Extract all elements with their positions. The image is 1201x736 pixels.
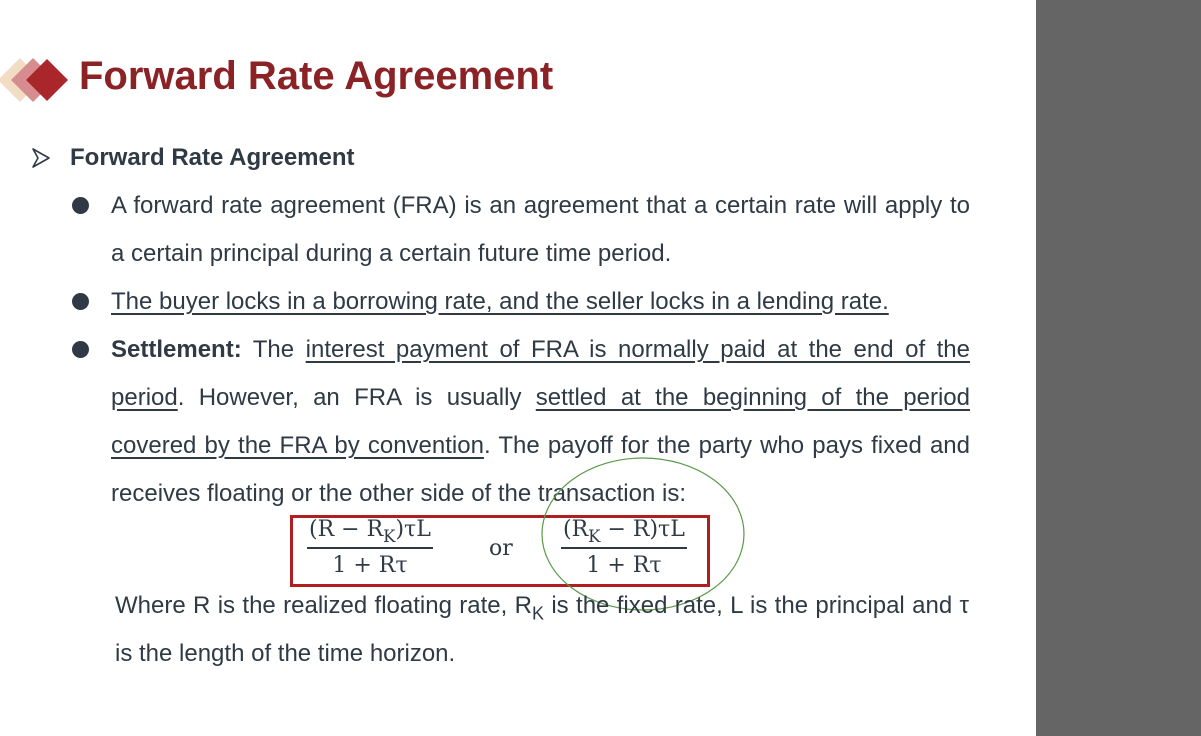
formula-denominator: 1 + Rτ bbox=[586, 553, 662, 578]
variable-definitions: Where R is the realized floating rate, $R_K$ is the fixed rate, L is the principal and τ is the length of the time horizon. bbox=[115, 592, 969, 667]
payoff-formula-right bbox=[561, 516, 687, 580]
formula-denominator: 1 + Rτ bbox=[332, 553, 408, 578]
or-label: or bbox=[489, 536, 513, 561]
settlement-text: . The payoff for the party who pays fixed and receives floating or the other side of the transaction is: bbox=[111, 432, 971, 507]
formula-numerator: $(R_K - R)\tau L$ bbox=[561, 516, 687, 549]
level1-heading bbox=[28, 140, 355, 176]
bullet-definition bbox=[70, 182, 970, 278]
bullet-dot-icon bbox=[72, 341, 89, 358]
payoff-formula-left bbox=[307, 516, 433, 580]
diamond-logo-icon bbox=[0, 52, 74, 108]
side-panel bbox=[1036, 0, 1201, 736]
bullet-settlement bbox=[70, 326, 970, 518]
settlement-underline-1: interest payment of FRA is normally paid at the end of the period bbox=[111, 336, 970, 411]
bullet-list bbox=[70, 182, 970, 518]
settlement-text: . However, an FRA is usually bbox=[177, 384, 536, 411]
bullet-buyer-seller bbox=[70, 278, 970, 326]
bullet-text: The buyer locks in a borrowing rate, and the seller locks in a lending rate. bbox=[111, 288, 889, 315]
bullet-text: A forward rate agreement (FRA) is an agreement that a certain rate will apply to a certain principal during a certain future time period. bbox=[111, 192, 970, 267]
settlement-label: Settlement: bbox=[111, 336, 242, 363]
bullet-dot-icon bbox=[72, 293, 89, 310]
arrow-bullet-icon bbox=[28, 146, 52, 170]
settlement-underline-2: settled at the beginning of the period covered by the FRA by convention bbox=[111, 384, 970, 459]
slide-title: Forward Rate Agreement bbox=[79, 54, 554, 98]
formula-numerator: $(R - R_K)\tau L$ bbox=[307, 516, 433, 549]
bullet-dot-icon bbox=[72, 197, 89, 214]
settlement-text: The bbox=[241, 336, 306, 363]
level1-label: Forward Rate Agreement bbox=[70, 144, 355, 171]
